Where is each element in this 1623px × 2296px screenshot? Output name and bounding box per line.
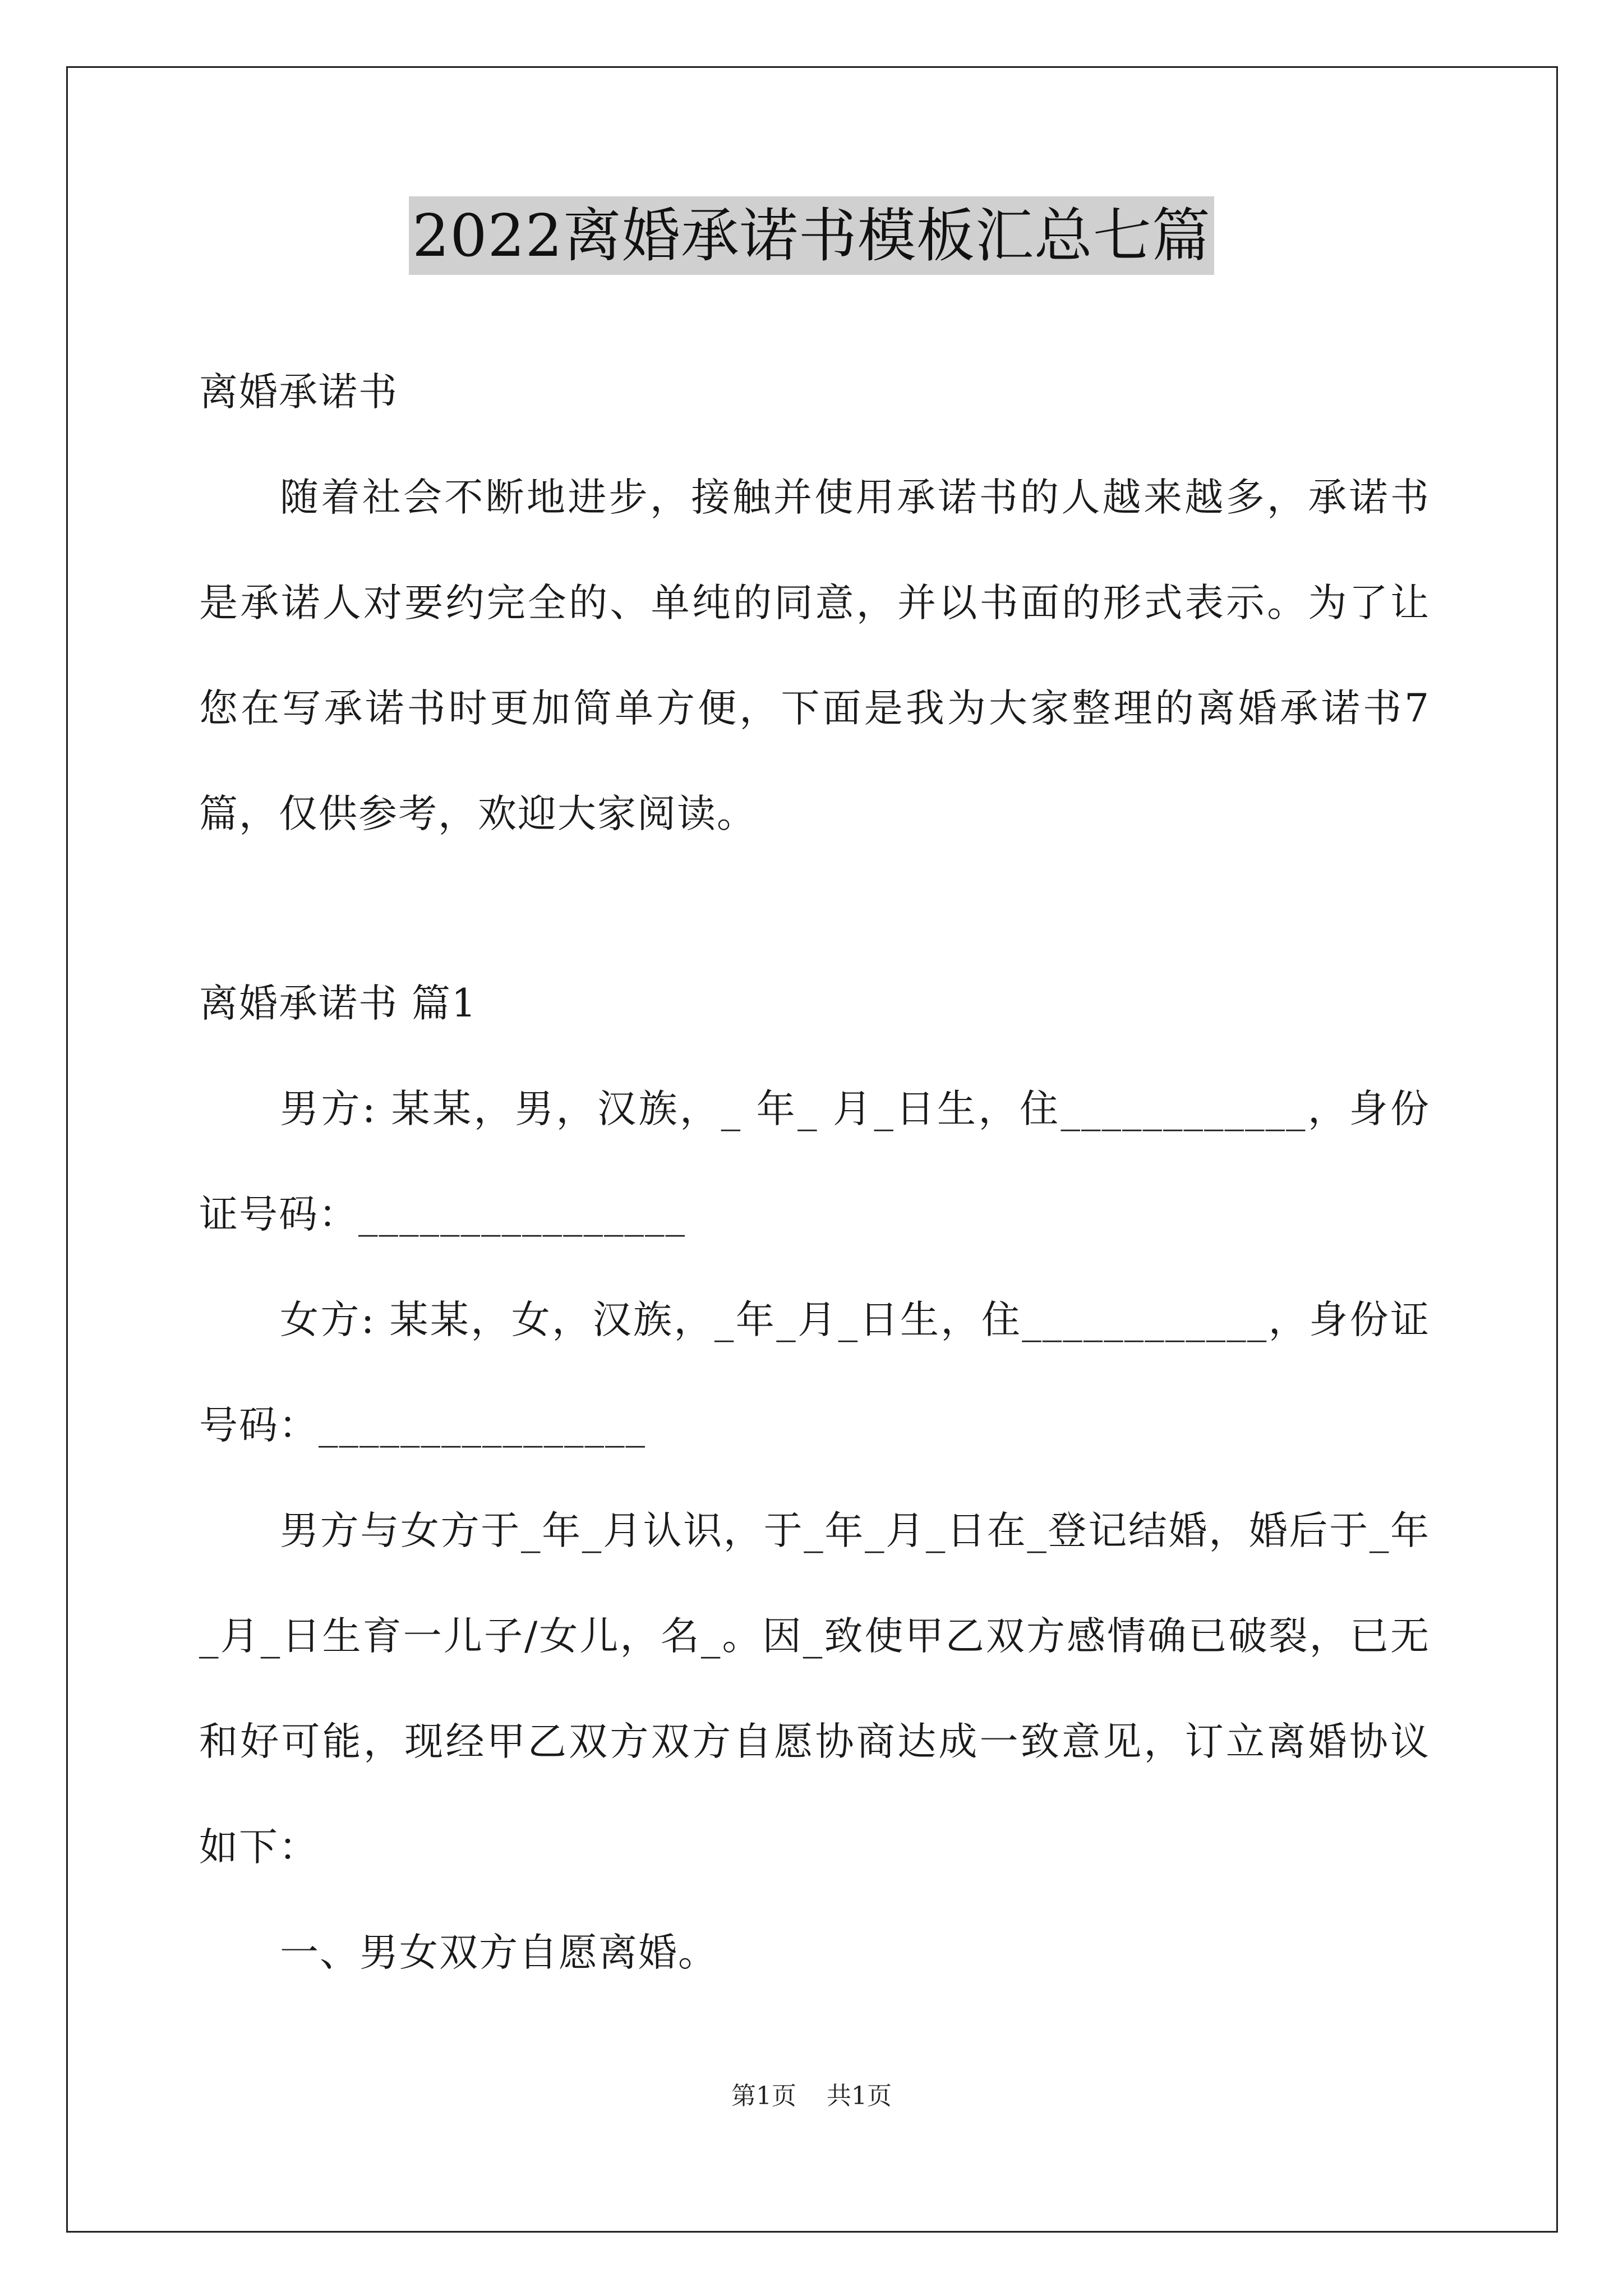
section-heading: 离婚承诺书: [199, 370, 398, 415]
document-title: 2022离婚承诺书模板汇总七篇: [409, 196, 1214, 275]
page-footer: [0, 2076, 1623, 2111]
spacer: [199, 867, 1430, 951]
man-info-paragraph: 男方: 某某，男，汉族，_ 年_ 月_日生，住____________，身份证号码：________________: [199, 1087, 1430, 1237]
page-total: 共1页: [827, 2082, 892, 2110]
body-paragraph: 男方与女方于_年_月认识，于_年_月_日在_登记结婚，婚后于_年_月_日生育一儿子/女儿，名_。因_致使甲乙双方感情确已破裂，已无和好可能，现经甲乙双方双方自愿协商达成一致意见，订立离婚协议如下：: [199, 1508, 1430, 1870]
page-number: 第1页: [731, 2082, 796, 2110]
document-body: [199, 339, 1430, 2005]
clause-paragraph: 一、男女双方自愿离婚。: [280, 1930, 718, 1975]
intro-paragraph: 随着社会不断地进步，接触并使用承诺书的人越来越多，承诺书是承诺人对要约完全的、单纯的同意，并以书面的形式表示。为了让您在写承诺书时更加简单方便，下面是我为大家整理的离婚承诺书7篇，仅供参考，欢迎大家阅读。: [199, 475, 1430, 836]
title-container: [0, 196, 1623, 275]
woman-info-paragraph: 女方: 某某，女，汉族，_年_月_日生，住____________，身份证号码：________________: [199, 1297, 1430, 1448]
section-heading-2: 离婚承诺书 篇1: [199, 981, 477, 1026]
